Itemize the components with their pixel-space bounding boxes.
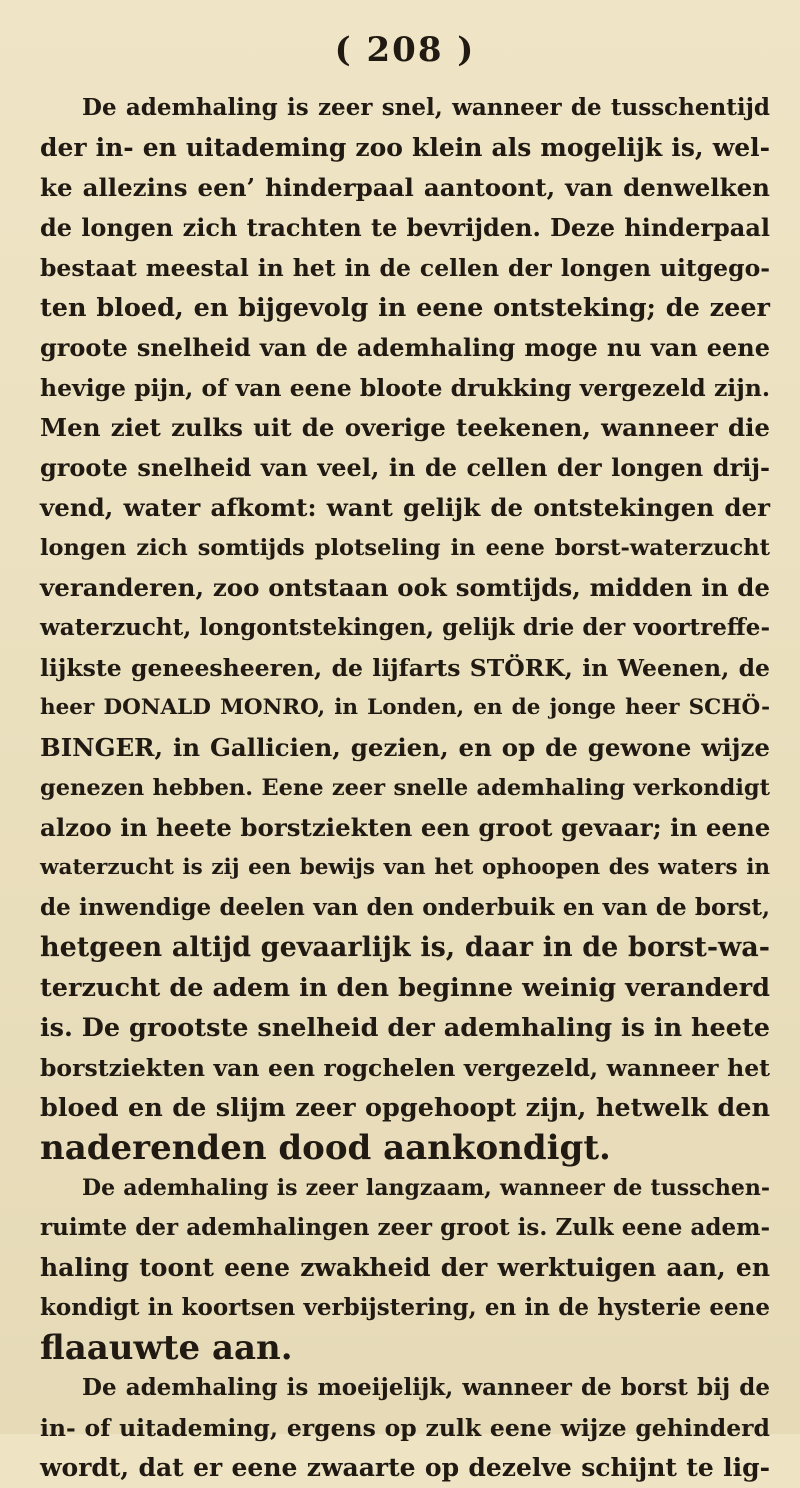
text-line: heer DONALD MONRO, in Londen, en de jonge heer SCHÖ- bbox=[40, 695, 770, 720]
text-line: kondigt in koortsen verbijstering, en in de hysterie eene bbox=[40, 1294, 770, 1321]
text-line: de inwendige deelen van den onderbuik en van de borst, bbox=[40, 894, 770, 921]
text-line: longen zich somtijds plotseling in eene borst-waterzucht bbox=[40, 535, 770, 561]
text-line: bestaat meestal in het in de cellen der longen uitgego- bbox=[40, 254, 770, 282]
page-number: ( 208 ) bbox=[334, 30, 476, 70]
text-line: groote snelheid van veel, in de cellen der longen drij- bbox=[40, 453, 770, 482]
text-line: in- of uitademing, ergens op zulk eene wijze gehinderd bbox=[40, 1414, 770, 1442]
text-line: ke allezins een’ hinderpaal aantoont, van denwelken bbox=[40, 173, 770, 202]
text-line: hevige pijn, of van eene bloote drukking vergezeld zijn. bbox=[40, 374, 770, 402]
text-line: hetgeen altijd gevaarlijk is, daar in de borst-wa- bbox=[40, 932, 770, 963]
text-line: der in- en uitademing zoo klein als mogelijk is, wel- bbox=[40, 133, 770, 162]
text-line: De ademhaling is zeer langzaam, wanneer de tusschen- bbox=[82, 1175, 770, 1201]
text-line: De ademhaling is moeijelijk, wanneer de borst bij de bbox=[82, 1374, 770, 1401]
text-line: terzucht de adem in den beginne weinig veranderd bbox=[40, 973, 770, 1003]
text-line: waterzucht is zij een bewijs van het ophoopen des waters in bbox=[40, 855, 770, 880]
text-line: borstziekten van een rogchelen vergezeld, wanneer het bbox=[40, 1054, 770, 1082]
text-line: flaauwte aan. bbox=[40, 1328, 293, 1368]
text-line: is. De grootste snelheid der ademhaling is in heete bbox=[40, 1013, 770, 1043]
text-line: Men ziet zulks uit de overige teekenen, wanneer die bbox=[40, 413, 770, 442]
text-line: ruimte der ademhalingen zeer groot is. Zulk eene adem- bbox=[40, 1214, 770, 1241]
text-line: de longen zich trachten te bevrijden. Deze hinderpaal bbox=[40, 213, 770, 242]
text-line: groote snelheid van de ademhaling moge nu van eene bbox=[40, 333, 770, 362]
text-line: haling toont eene zwakheid der werktuigen aan, en bbox=[40, 1253, 770, 1282]
text-line: naderenden dood aankondigt. bbox=[40, 1128, 611, 1168]
text-line: genezen hebben. Eene zeer snelle ademhaling verkondigt bbox=[40, 775, 770, 801]
text-line: bloed en de slijm zeer opgehoopt zijn, hetwelk den bbox=[40, 1093, 770, 1123]
text-line: De ademhaling is zeer snel, wanneer de tusschentijd bbox=[82, 94, 770, 121]
text-line: BINGER, in Gallicien, gezien, en op de gewone wijze bbox=[40, 733, 770, 762]
text-line: lijkste geneesheeren, de lijfarts STÖRK, in Weenen, de bbox=[40, 654, 770, 682]
text-line: vend, water afkomt: want gelijk de ontstekingen der bbox=[40, 493, 770, 522]
body-text bbox=[40, 88, 770, 1488]
text-line: waterzucht, longontstekingen, gelijk drie der voortreffe- bbox=[40, 614, 770, 641]
text-line: veranderen, zoo ontstaan ook somtijds, midden in de bbox=[40, 573, 770, 602]
text-line: alzoo in heete borstziekten een groot gevaar; in eene bbox=[40, 813, 771, 842]
text-line: wordt, dat er eene zwaarte op dezelve schijnt te lig- bbox=[40, 1453, 770, 1482]
text-line: ten bloed, en bijgevolg in eene ontsteking; de zeer bbox=[40, 293, 770, 323]
